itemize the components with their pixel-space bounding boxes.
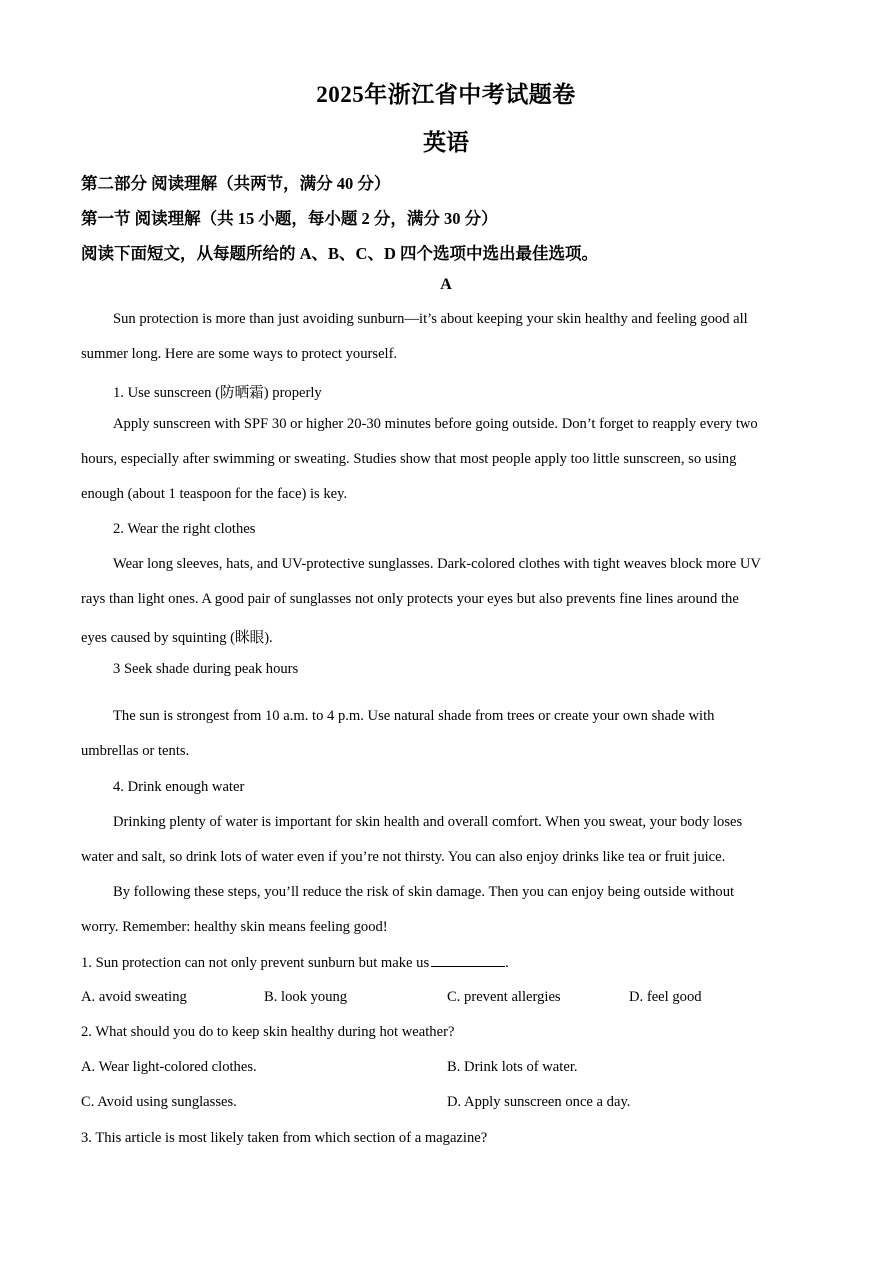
part-heading: 第二部分 阅读理解（共两节，满分 40 分） — [81, 174, 391, 193]
question-stem-end: . — [505, 955, 509, 971]
passage-line: The sun is strongest from 10 a.m. to 4 p.m. Use natural shade from trees or create your own shade with — [113, 708, 715, 724]
subject-title: 英语 — [423, 130, 469, 155]
passage-subheading: 1. Use sunscreen (防晒霜) properly — [113, 385, 322, 401]
passage-subheading: 2. Wear the right clothes — [113, 521, 256, 537]
passage-line: Apply sunscreen with SPF 30 or higher 20-30 minutes before going outside. Don’t forget to reapply every two — [113, 416, 758, 432]
option-2c[interactable]: C. Avoid using sunglasses. — [81, 1094, 237, 1110]
passage-line: enough (about 1 teaspoon for the face) is key. — [81, 486, 348, 502]
passage-line: Wear long sleeves, hats, and UV-protective sunglasses. Dark-colored clothes with tight weaves block more UV — [113, 556, 761, 572]
option-1d[interactable]: D. feel good — [629, 989, 702, 1005]
option-1b[interactable]: B. look young — [264, 989, 348, 1005]
passage-line: eyes caused by squinting (眯眼). — [81, 630, 273, 646]
passage-line: By following these steps, you’ll reduce the risk of skin damage. Then you can enjoy being outside without — [113, 884, 735, 900]
passage-subheading: 3 Seek shade during peak hours — [113, 661, 299, 677]
option-2a[interactable]: A. Wear light-colored clothes. — [81, 1059, 257, 1075]
passage-line: water and salt, so drink lots of water even if you’re not thirsty. You can also enjoy drinks like tea or fruit juice. — [81, 849, 726, 865]
question-2: 2. What should you do to keep skin healthy during hot weather? — [81, 1024, 455, 1040]
question-3: 3. This article is most likely taken from which section of a magazine? — [81, 1130, 488, 1146]
passage-label: A — [440, 276, 452, 293]
passage-subheading: 4. Drink enough water — [113, 779, 245, 795]
option-1a[interactable]: A. avoid sweating — [81, 989, 187, 1005]
directions-text: 阅读下面短文，从每题所给的 A、B、C、D 四个选项中选出最佳选项。 — [81, 244, 599, 263]
answer-blank — [431, 954, 505, 967]
option-2b[interactable]: B. Drink lots of water. — [447, 1059, 578, 1075]
option-2d[interactable]: D. Apply sunscreen once a day. — [447, 1094, 631, 1110]
passage-line: Sun protection is more than just avoiding sunburn—it’s about keeping your skin healthy and feeling good all — [113, 311, 748, 327]
passage-line: summer long. Here are some ways to protect yourself. — [81, 346, 398, 362]
exam-title: 2025年浙江省中考试题卷 — [316, 82, 576, 107]
section-heading: 第一节 阅读理解（共 15 小题，每小题 2 分，满分 30 分） — [81, 209, 498, 228]
passage-line: Drinking plenty of water is important for skin health and overall comfort. When you sweat, your body loses — [113, 814, 743, 830]
passage-line: worry. Remember: healthy skin means feeling good! — [81, 919, 388, 935]
passage-line: umbrellas or tents. — [81, 743, 190, 759]
passage-line: hours, especially after swimming or sweating. Studies show that most people apply too little sunscreen, so using — [81, 451, 737, 467]
passage-line: rays than light ones. A good pair of sunglasses not only protects your eyes but also prevents fine lines around the — [81, 591, 739, 607]
question-stem: 1. Sun protection can not only prevent sunburn but make us — [81, 955, 430, 971]
option-1c[interactable]: C. prevent allergies — [447, 989, 561, 1005]
question-1 — [81, 954, 509, 972]
